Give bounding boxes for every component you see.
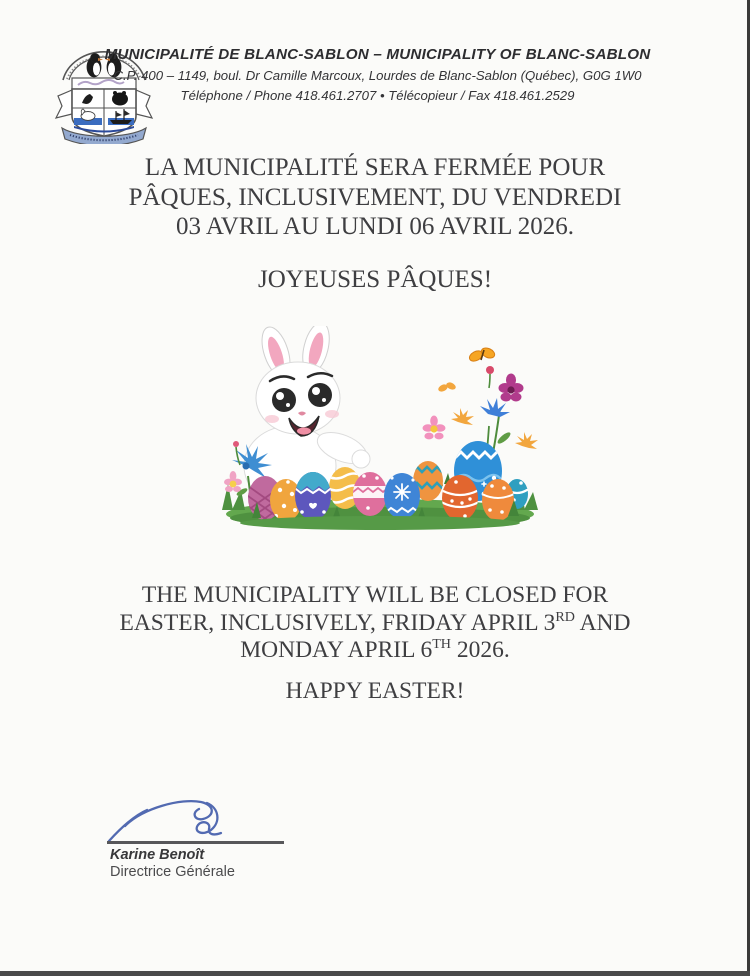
notice-english bbox=[0, 582, 750, 665]
notice-french-line: PÂQUES, INCLUSIVEMENT, DU VENDREDI bbox=[128, 183, 622, 211]
scan-edge-bottom bbox=[0, 971, 750, 976]
letterhead bbox=[55, 44, 700, 105]
notice-english-line: MONDAY APRIL 6TH 2026. bbox=[240, 636, 510, 663]
notice-french-line: 03 AVRIL AU LUNDI 06 AVRIL 2026. bbox=[176, 213, 574, 240]
ordinal-suffix: TH bbox=[432, 636, 451, 653]
org-contact: Téléphone / Phone 418.461.2707 • Télécopieur / Fax 418.461.2529 bbox=[180, 87, 575, 103]
notice-english-line: EASTER, INCLUSIVELY, FRIDAY APRIL 3RD AND bbox=[119, 608, 631, 636]
notice-french bbox=[0, 153, 750, 242]
greeting-english: HAPPY EASTER! bbox=[285, 678, 465, 704]
signatory-title: Directrice Générale bbox=[110, 864, 235, 880]
notice-french-line: LA MUNICIPALITÉ SERA FERMÉE POUR bbox=[144, 154, 606, 181]
easter-bunny-illustration bbox=[212, 326, 548, 532]
handwritten-signature-icon bbox=[103, 794, 248, 846]
signature-line bbox=[107, 841, 284, 844]
notice-english-line: THE MUNICIPALITY WILL BE CLOSED FOR bbox=[141, 582, 609, 608]
signatory-name: Karine Benoît bbox=[110, 847, 205, 863]
ordinal-suffix: RD bbox=[555, 608, 575, 625]
greeting-french: JOYEUSES PÂQUES! bbox=[257, 266, 493, 293]
org-title: MUNICIPALITÉ DE BLANC-SABLON – MUNICIPALITY OF BLANC-SABLON bbox=[104, 46, 651, 63]
org-address: C.P. 400 – 1149, boul. Dr Camille Marcoux, Lourdes de Blanc-Sablon (Québec), G0G 1W0 bbox=[113, 68, 642, 83]
